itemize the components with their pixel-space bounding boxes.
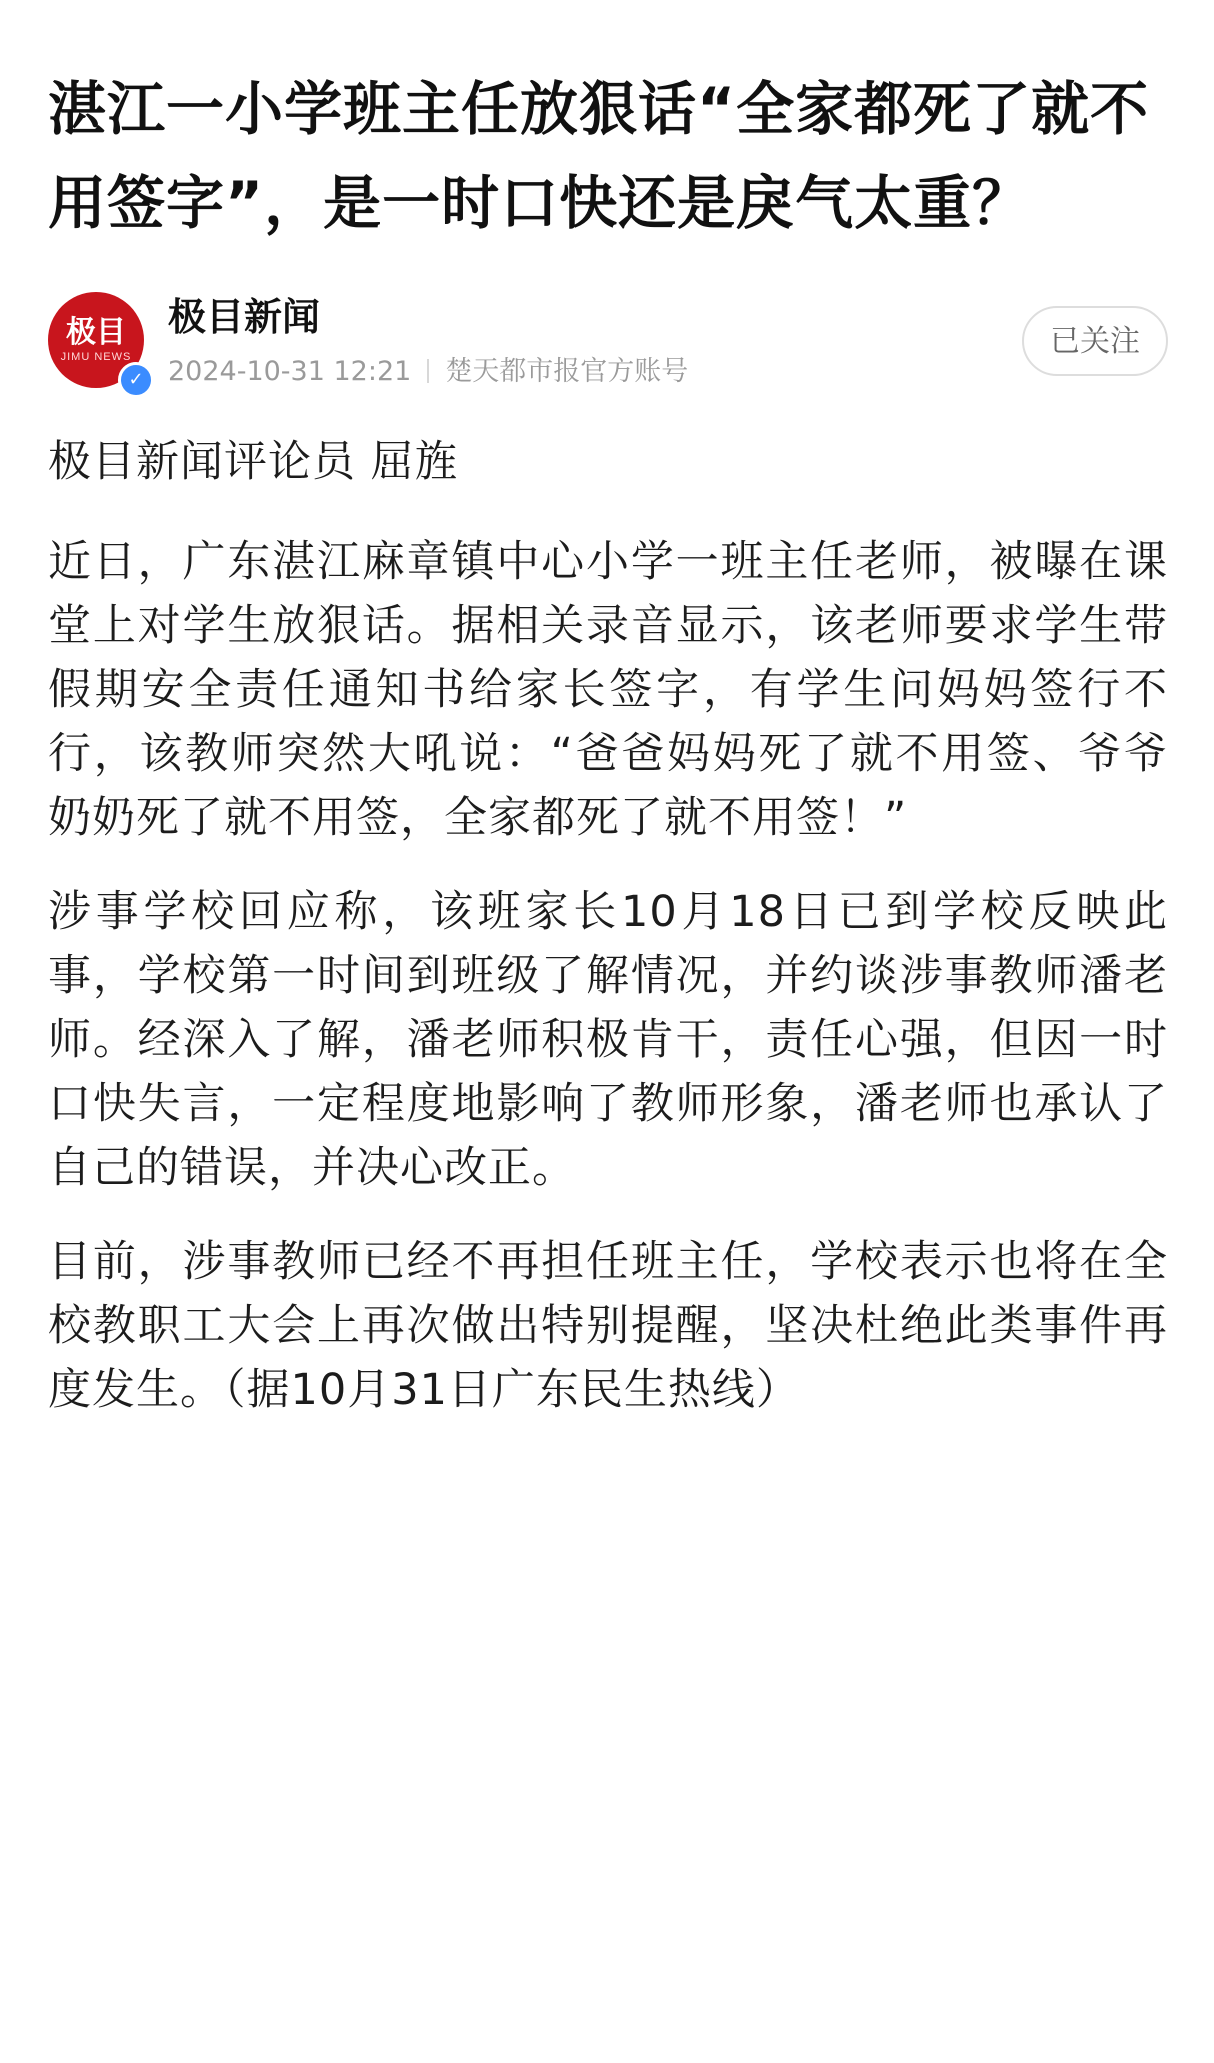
- article-paragraph-2: 涉事学校回应称，该班家长10月18日已到学校反映此事，学校第一时间到班级了解情况，并约谈涉事教师潘老师。经深入了解，潘老师积极肯干，责任心强，但因一时口快失言，一定程度地影响了教师形象，潘老师也承认了自己的错误，并决心改正。: [48, 887, 1168, 1193]
- publish-datetime: 2024-10-31 12:21: [168, 356, 412, 387]
- account-description: 楚天都市报官方账号: [445, 356, 689, 387]
- article-body: [48, 430, 1168, 1422]
- article-byline: 极目新闻评论员 屈旌: [48, 437, 459, 487]
- author-name[interactable]: 极目新闻: [168, 295, 321, 339]
- author-row: [48, 290, 1168, 402]
- avatar-logo-text: 极目: [66, 315, 126, 350]
- article-paragraph-1: 近日，广东湛江麻章镇中心小学一班主任老师，被曝在课堂上对学生放狠话。据相关录音显示，该老师要求学生带假期安全责任通知书给家长签字，有学生问妈妈签行不行，该教师突然大吼说：“爸爸妈妈死了就不用签、爷爷奶奶死了就不用签，全家都死了就不用签！”: [48, 537, 1168, 843]
- meta-divider: [427, 359, 429, 383]
- avatar-logo-subtext: JIMU NEWS: [60, 351, 132, 363]
- author-meta: [168, 354, 688, 390]
- article-title: 湛江一小学班主任放狠话“全家都死了就不用签字”，是一时口快还是戾气太重？: [48, 75, 1150, 237]
- verified-check-badge-icon: ✓: [118, 362, 154, 398]
- article-paragraph-3: 目前，涉事教师已经不再担任班主任，学校表示也将在全校教职工大会上再次做出特别提醒，坚决杜绝此类事件再度发生。（据10月31日广东民生热线）: [48, 1237, 1168, 1415]
- follow-button[interactable]: 已关注: [1022, 306, 1168, 376]
